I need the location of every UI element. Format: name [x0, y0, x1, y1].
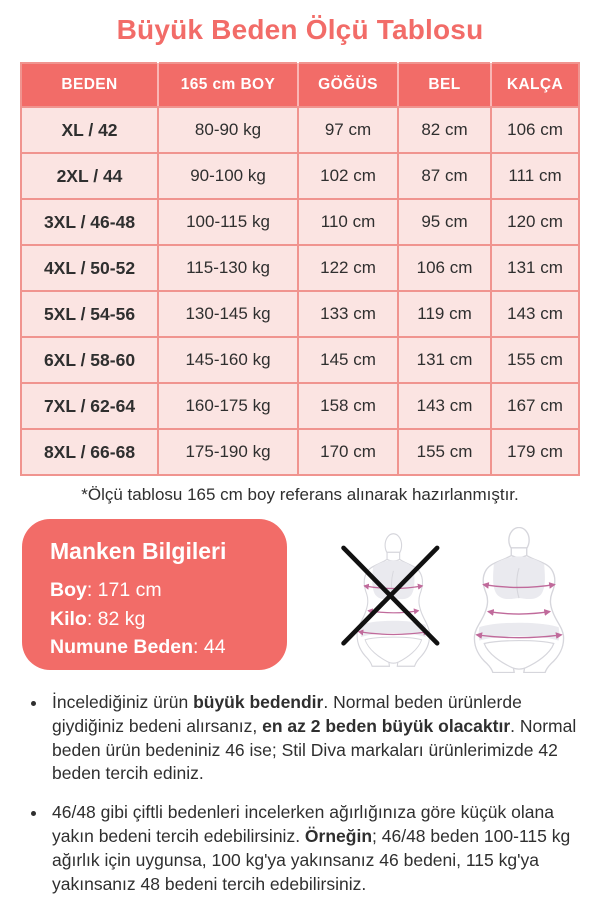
size-cell: 5XL / 54-56 — [21, 291, 158, 337]
size-table-header-row — [21, 63, 579, 107]
body-silhouette — [474, 528, 563, 673]
table-row — [21, 291, 579, 337]
value-cell: 110 cm — [298, 199, 398, 245]
size-cell: 2XL / 44 — [21, 153, 158, 199]
value-cell: 160-175 kg — [158, 383, 298, 429]
table-row — [21, 153, 579, 199]
value-cell: 90-100 kg — [158, 153, 298, 199]
table-row — [21, 107, 579, 153]
model-info-card — [22, 519, 287, 670]
value-cell: 131 cm — [491, 245, 579, 291]
value-cell: 175-190 kg — [158, 429, 298, 475]
column-header: BEDEN — [21, 63, 158, 107]
model-info-title: Manken Bilgileri — [50, 538, 227, 564]
model-info-fields — [50, 576, 269, 662]
value-cell: 87 cm — [398, 153, 491, 199]
table-row — [21, 383, 579, 429]
value-cell: 158 cm — [298, 383, 398, 429]
value-cell: 143 cm — [491, 291, 579, 337]
value-cell: 155 cm — [491, 337, 579, 383]
size-table-body — [21, 107, 579, 475]
value-cell: 102 cm — [298, 153, 398, 199]
table-row — [21, 199, 579, 245]
size-cell: 7XL / 62-64 — [21, 383, 158, 429]
value-cell: 119 cm — [398, 291, 491, 337]
value-cell: 106 cm — [398, 245, 491, 291]
value-cell: 120 cm — [491, 199, 579, 245]
model-info-field: Boy: 171 cm — [50, 579, 162, 601]
column-header: GÖĞÜS — [298, 63, 398, 107]
note-item — [48, 801, 578, 896]
page-title: Büyük Beden Ölçü Tablosu — [116, 14, 484, 45]
body-measurement-figure-icon — [461, 527, 577, 673]
value-cell: 111 cm — [491, 153, 579, 199]
value-cell: 145-160 kg — [158, 337, 298, 383]
value-cell: 95 cm — [398, 199, 491, 245]
value-cell: 143 cm — [398, 383, 491, 429]
size-table — [20, 62, 580, 476]
value-cell: 155 cm — [398, 429, 491, 475]
size-cell: 4XL / 50-52 — [21, 245, 158, 291]
size-cell: 8XL / 66-68 — [21, 429, 158, 475]
value-cell: 170 cm — [298, 429, 398, 475]
table-footnote: *Ölçü tablosu 165 cm boy referans alınarak hazırlanmıştır. — [81, 485, 519, 504]
table-row — [21, 429, 579, 475]
table-row — [21, 245, 579, 291]
notes-list — [30, 691, 578, 896]
figure-illustrations — [340, 527, 585, 673]
note-item — [48, 691, 578, 786]
column-header: BEL — [398, 63, 491, 107]
size-cell: 6XL / 58-60 — [21, 337, 158, 383]
value-cell: 80-90 kg — [158, 107, 298, 153]
column-header: 165 cm BOY — [158, 63, 298, 107]
value-cell: 167 cm — [491, 383, 579, 429]
size-cell: 3XL / 46-48 — [21, 199, 158, 245]
value-cell: 130-145 kg — [158, 291, 298, 337]
value-cell: 133 cm — [298, 291, 398, 337]
table-row — [21, 337, 579, 383]
value-cell: 100-115 kg — [158, 199, 298, 245]
value-cell: 82 cm — [398, 107, 491, 153]
crossed-out-body-figure-icon — [340, 527, 446, 673]
value-cell: 131 cm — [398, 337, 491, 383]
value-cell: 106 cm — [491, 107, 579, 153]
model-info-field: Numune Beden: 44 — [50, 636, 226, 658]
note-text: 46/48 gibi çiftli bedenleri incelerken ağırlığınıza göre küçük olana yakın bedeni tercih edebilirsiniz. Örneğin; 46/48 beden 100-115 kg ağırlık için uygunsa, 100 kg'ya yakınsanız 46 bedeni, 115 kg'ya yakınsanız 48 bedeni tercih edebilirsiniz. — [52, 802, 571, 894]
size-cell: XL / 42 — [21, 107, 158, 153]
value-cell: 122 cm — [298, 245, 398, 291]
column-header: KALÇA — [491, 63, 579, 107]
value-cell: 145 cm — [298, 337, 398, 383]
value-cell: 97 cm — [298, 107, 398, 153]
value-cell: 115-130 kg — [158, 245, 298, 291]
note-text: İncelediğiniz ürün büyük bedendir. Normal beden ürünlerde giydiğiniz bedeni alırsanız, en az 2 beden büyük olacaktır. Normal beden ürün bedeniniz 46 ise; Stil Diva markaları ürünlerimizde 42 beden tercih ediniz. — [52, 692, 577, 784]
value-cell: 179 cm — [491, 429, 579, 475]
model-info-field: Kilo: 82 kg — [50, 607, 146, 630]
